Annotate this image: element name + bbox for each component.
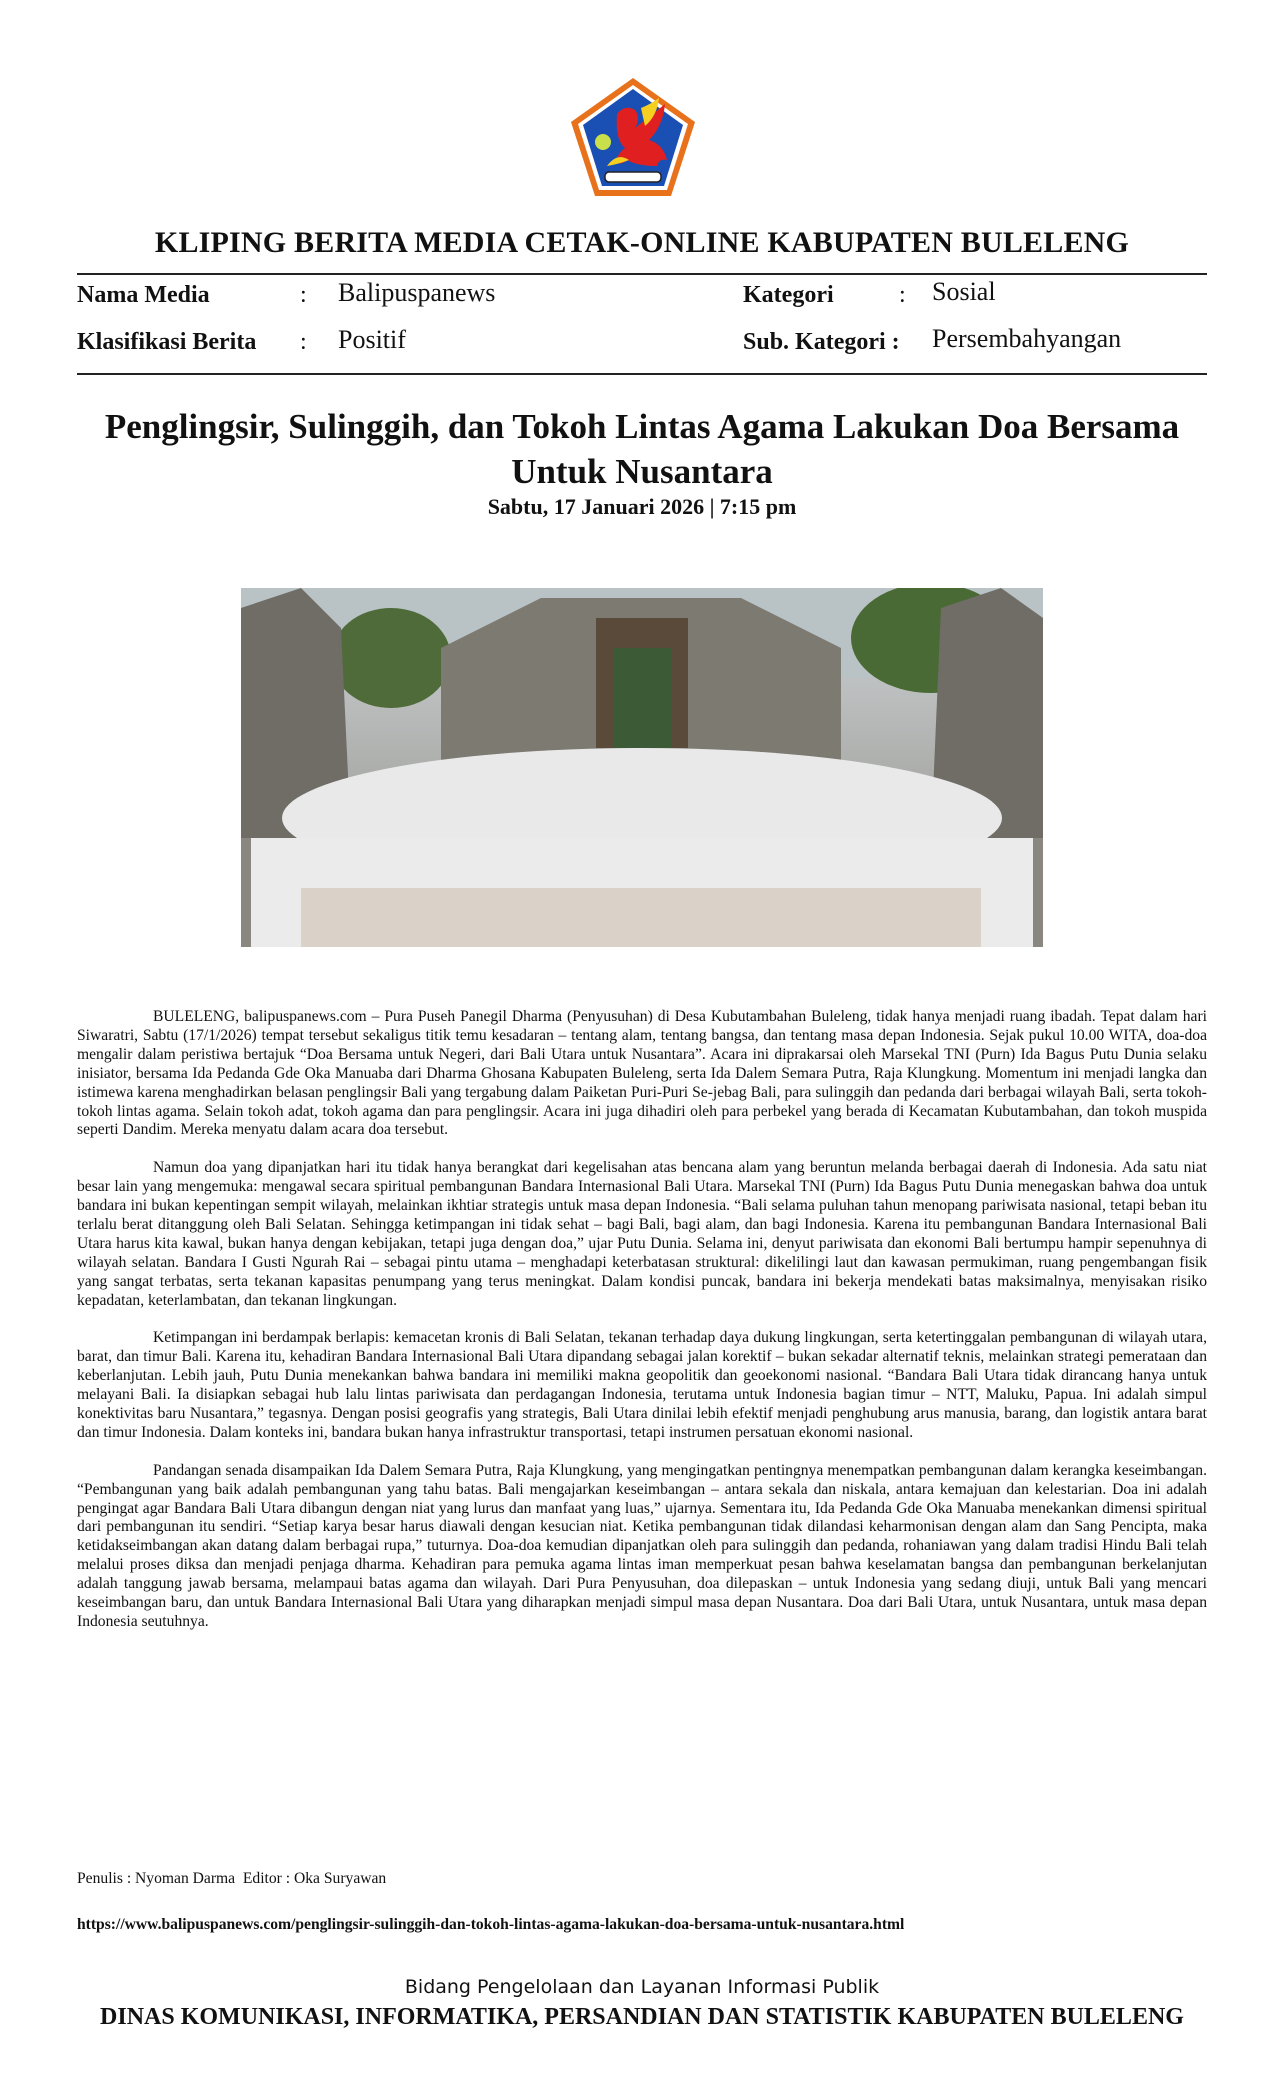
headline-line-1: Penglingsir, Sulinggih, dan Tokoh Lintas Agama Lakukan Doa Bersama [104,407,1180,446]
article-photo [241,588,1043,947]
klasifikasi-label: Klasifikasi Berita [77,329,257,355]
footer-agency: DINAS KOMUNIKASI, INFORMATIKA, PERSANDIAN DAN STATISTIK KABUPATEN BULELENG [100,2004,1184,2030]
buleleng-regency-logo [567,74,699,200]
footer-division: Bidang Pengelolaan dan Layanan Informasi Publik [404,1976,880,1998]
headline-line-2: Untuk Nusantara [511,452,773,491]
article-credits: Penulis : Nyoman Darma Editor : Oka Suryawan [77,1870,387,1887]
colon: : [899,282,906,308]
article-paragraph: BULELENG, balipuspanews.com – Pura Puseh Panegil Dharma (Penyusuhan) di Desa Kubutambahan Buleleng, tidak hanya menjadi ruang ibadah. Tepat dalam hari Siwaratri, Sabtu (17/1/2026) tempat tersebut sekaligus titik temu kesadaran – tentang alam, tentang bangsa, dan tentang masa depan Indonesia. Sejak pukul 10.00 WITA, doa-doa mengalir dalam peristiwa bertajuk “Doa Bersama untuk Negeri, dari Bali Utara untuk Nusantara”. Acara ini diprakarsai oleh Marsekal TNI (Purn) Ida Bagus Putu Dunia selaku inisiator, bersama Ida Pedanda Gde Oka Manuaba dari Dharma Ghosana Kabupaten Buleleng, serta Ida Dalem Semara Putra, Raja Klungkung. Momentum ini menjadi langka dan istimewa karena menghadirkan belasan penglingsir Bali yang tergabung dalam Paiketan Puri-Puri Se-jebag Bali, para sulinggih dan pedanda dari berbagai wilayah Bali, serta tokoh-tokoh lintas agama. Selain tokoh adat, tokoh agama dan para penglingsir. Acara ini juga dihadiri oleh para perbekel yang berada di Kecamatan Kubutambahan, dan tokoh muspida seperti Dandim. Mereka menyatu dalam acara doa tersebut. [77,1008,1207,1139]
colon: : [300,282,307,308]
document-title: KLIPING BERITA MEDIA CETAK-ONLINE KABUPATEN BULELENG [154,226,1130,259]
header-rule [77,273,1207,275]
article-paragraph: Pandangan senada disampaikan Ida Dalem Semara Putra, Raja Klungkung, yang mengingatkan pentingnya menempatkan pembangunan dalam kerangka keseimbangan. “Pembangunan yang baik adalah pembangunan yang tahu batas. Bali mengajarkan keseimbangan – antara sekala dan niskala, antara kemajuan dan kelestarian. Doa ini adalah pengingat agar Bandara Bali Utara dibangun dengan niat yang lurus dan manfaat yang luas,” ujarnya. Sementara itu, Ida Pedanda Gde Oka Manuaba menekankan dimensi spiritual dari pembangunan itu sendiri. “Setiap karya besar harus diawali dengan kesucian niat. Ketika pembangunan tidak dilandasi keharmonisan dengan alam dan Sang Pencipta, maka ketidakseimbangan akan datang dalam berbagai rupa,” tuturnya. Doa-doa kemudian dipanjatkan oleh para sulinggih dan pedanda, rohaniawan yang dalam tradisi Hindu Bali telah melalui proses diksa dan menjadi penjaga dharma. Kehadiran para pemuka agama lintas iman memperkuat pesan bahwa keselamatan bangsa dan pembangunan berkelanjutan adalah tanggung jawab bersama, melampaui batas agama dan wilayah. Dari Pura Penyusuhan, doa dilepaskan – untuk Indonesia yang sedang diuji, untuk Bali yang mencari keseimbangan baru, dan untuk Bandara Internasional Bali Utara yang diharapkan menjadi simpul masa depan Nusantara. Doa dari Bali Utara, untuk Nusantara, untuk masa depan Indonesia seutuhnya. [77,1461,1207,1630]
article-headline [77,404,1207,494]
media-value: Balipuspanews [338,278,496,307]
meta-rule [77,373,1207,375]
media-label: Nama Media [77,282,210,308]
kategori-value: Sosial [932,277,996,306]
article-body [77,1008,1207,1651]
subkategori-label: Sub. Kategori : [743,329,900,355]
article-paragraph: Namun doa yang dipanjatkan hari itu tidak hanya berangkat dari kegelisahan atas bencana alam yang beruntun melanda berbagai daerah di Indonesia. Ada satu niat besar lain yang mengemuka: mengawal secara spiritual pembangunan Bandara Internasional Bali Utara. Marsekal TNI (Purn) Ida Bagus Putu Dunia menegaskan bahwa doa untuk bandara ini bukan kepentingan sempit wilayah, melainkan ikhtiar strategis untuk masa depan Indonesia. “Bali selama puluhan tahun menopang pariwisata nasional, tetapi beban itu terlalu berat ditanggung oleh Bali Selatan. Sehingga ketimpangan ini tidak sehat – bagi Bali, bagi alam, dan bagi Indonesia. Karena itu pembangunan Bandara Internasional Bali Utara harus kita kawal, bukan hanya dengan kebijakan, tetapi juga dengan doa,” ujar Putu Dunia. Selama ini, denyut pariwisata dan ekonomi Bali bertumpu hampir sepenuhnya di wilayah selatan. Bandara I Gusti Ngurah Rai – sebagai pintu utama – menghadapi keterbatasan struktural: dikelilingi laut dan kawasan permukiman, ruang pengembangan fisik yang sangat terbatas, serta tekanan kapasitas penumpang yang terus meningkat. Dalam kondisi puncak, bandara ini bekerja mendekati batas maksimalnya, menyisakan risiko kepadatan, keterlambatan, dan tekanan lingkungan. [77,1159,1207,1309]
article-paragraph: Ketimpangan ini berdampak berlapis: kemacetan kronis di Bali Selatan, tekanan terhadap daya dukung lingkungan, serta ketertinggalan pembangunan di wilayah utara, barat, dan timur Bali. Karena itu, kehadiran Bandara Internasional Bali Utara dipandang sebagai jalan korektif – bukan sekadar alternatif teknis, melainkan strategi pemerataan dan keberlanjutan. Lebih jauh, Putu Dunia menekankan bahwa bandara ini memiliki makna geopolitik dan geoekonomi nasional. “Bandara Bali Utara tidak dirancang hanya untuk melayani Bali. Ia disiapkan sebagai hub lalu lintas pariwisata dan perdagangan Indonesia, terutama untuk Indonesia bagian timur – NTT, Maluku, Papua. Ini adalah simpul konektivitas baru Nusantara,” tegasnya. Dengan posisi geografis yang strategis, Bali Utara dinilai lebih efektif menjadi penghubung arus manusia, barang, dan logistik antara barat dan timur Indonesia. Dalam konteks ini, bandara bukan hanya infrastruktur transportasi, tetapi instrumen persatuan ekonomi nasional. [77,1329,1207,1441]
article-dateline: Sabtu, 17 Januari 2026 | 7:15 pm [487,494,797,519]
source-url-link[interactable]: https://www.balipuspanews.com/penglingsir-sulinggih-dan-tokoh-lintas-agama-lakukan-doa-bersama-untuk-nusantara.html [77,1916,905,1933]
kategori-label: Kategori [743,282,834,308]
subkategori-value: Persembahyangan [932,324,1122,353]
media-label-row [77,282,210,309]
klasifikasi-value: Positif [338,325,406,354]
colon: : [300,329,307,355]
